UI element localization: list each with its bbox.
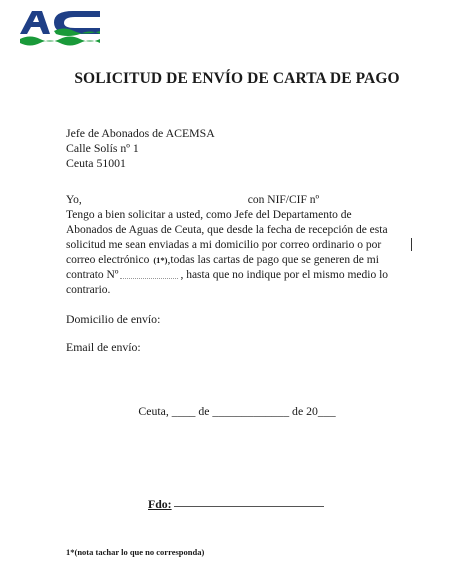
body-text: contrato Nº [66,269,119,281]
domicilio-label: Domicilio de envío: [66,312,161,326]
footnote: 1*(nota tachar lo que no corresponda) [66,547,205,557]
body-text: correo electrónico [66,254,150,266]
contract-number-blank[interactable] [120,268,178,279]
body-yo: Yo, [66,194,82,206]
address-line-city: Ceuta 51001 [66,156,126,170]
signature-label: Fdo: [148,497,172,511]
acemsa-logo [18,8,102,48]
address-line-recipient: Jefe de Abonados de ACEMSA [66,126,215,140]
document-title: SOLICITUD DE ENVÍO DE CARTA DE PAGO [74,70,400,87]
body-text: contrario. [66,284,111,296]
body-text: solicitud me sean enviadas a mi domicilio por correo ordinario o por [66,239,382,251]
body-line-1 [66,193,412,208]
signature-blank[interactable] [174,498,324,507]
body-line-5 [66,253,412,268]
body-line-6 [66,268,412,283]
body-line-7 [66,283,412,298]
body-text: Tengo a bien solicitar a usted, como Jefe del Departamento de [66,209,352,221]
body-text: , hasta que no indique por el mismo medio lo [180,269,389,281]
body-nif-label: con NIF/CIF nº [247,194,320,206]
body-line-4 [66,238,412,253]
address-line-street: Calle Solís nº 1 [66,141,139,155]
body-line-3 [66,223,412,238]
recipient-address [66,126,215,171]
body-line-2 [66,208,412,223]
email-label: Email de envío: [66,340,141,354]
footnote-marker: (1*) [153,255,168,265]
body-text: Abonados de Aguas de Ceuta, que desde la fecha de recepción de esta [66,224,388,236]
body-text: ,todas las cartas de pago que se generen de mi [167,254,379,266]
text-cursor [411,238,412,251]
signature-line [148,497,324,512]
request-body [66,193,412,298]
date-line: Ceuta, ____ de _____________ de 20___ [138,404,336,418]
name-blank[interactable] [82,193,248,208]
